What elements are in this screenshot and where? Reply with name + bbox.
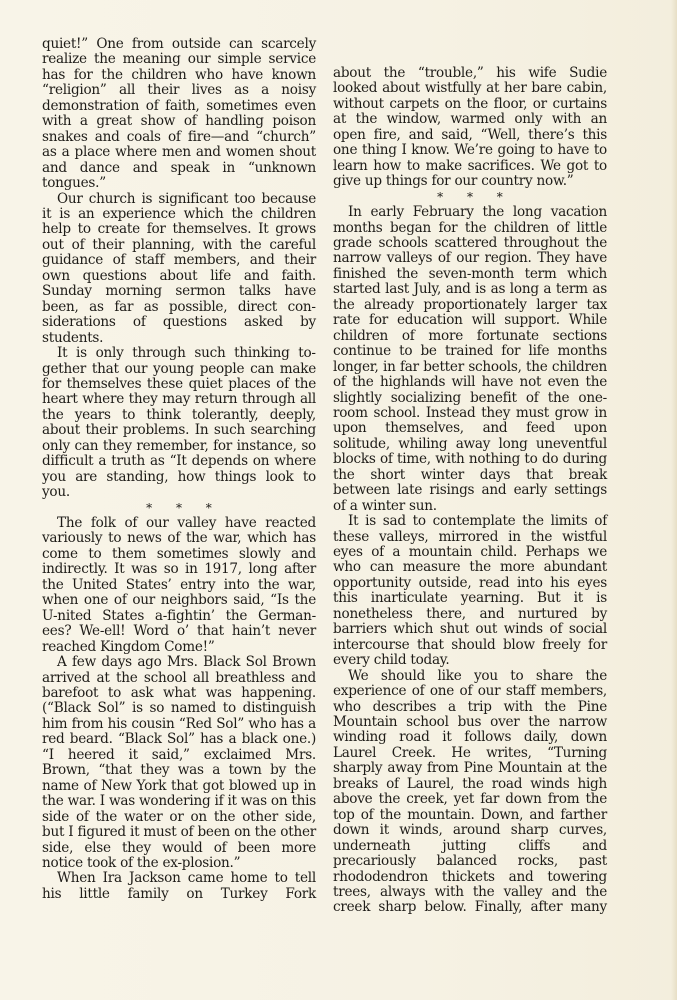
paragraph-quiet-service: quiet!” One from outside can scarcely realize the meaning our simple service has for the children who have known “religion” all their lives as a noisy demonstration of faith, sometimes even with a great show of handling poison snakes and coals of fire—and “church” as a place where men and women shout and dance and speak in “unknown tongues.” [42,36,316,192]
page-edge-shadow [671,0,677,1000]
paragraph-mrs-black-sol-brown: A few days ago Mrs. Black Sol Brown arrived at the school all breathless and barefoot to ask what was happening. (“Black Sol” is so named to distinguish him from his cousin “Red Sol” who has a red beard. “Black Sol” has a black one.) “I heered it said,” exclaimed Mrs. Brown, “that they was a town by the name of New York that got blowed up in the war. I was wondering if it was on this side of the water or on the other side, but I figured it must of been on the other side, else they would of been more notice took of the ex-plosion.” [42,654,316,871]
paragraph-thinking-together: It is only through such thinking together that our young people can make for themselves these quiet places of the heart where they may return through all the years to think tolerantly, deeply, about their problems. In such searching only can they remember, for instance, so difficult a truth as “It depends on where you are standing, how things look to you. [42,345,316,501]
paragraph-early-february: In early February the long vacation months began for the children of little grade schools scattered throughout the narrow valleys of our region. They have finished the seven-month term which started last July, and is as long a term as the already proportionately larger tax rate for education will support. While children of more fortunate sections continue to be trained for life months longer, in far better schools, the children of the highlands will have not even the slightly socializing benefit of the one-room school. Instead they must grow in upon themselves, and feed upon solitude, whiling away long uneventful blocks of time, with nothing to do during the short winter days that break between late risings and early settings of a winter sun. [333,204,607,514]
paragraph-church-significant: Our church is significant too because it is an experience which the children help to create for themselves. It grows out of their planning, with the careful guidance of staff members, and their own questions about life and faith. Sunday morning sermon talks have been, as far as possible, direct considerations of questions asked by students. [42,190,316,346]
paragraph-folk-of-valley: The folk of our valley have reacted variously to news of the war, which has come to them sometimes slowly and indirectly. It was so in 1917, long after the United States’ entry into the war, when one of our neighbors said, “Is the U-nited States a-fightin’ the German-ees? We-ell! Word o’ that hain’t never reached Kingdom Come!” [42,515,316,655]
left-column [42,37,316,902]
section-separator: * * * [437,189,513,204]
paragraph-ira-jackson: When Ira Jackson came home to tell his little family on Turkey Fork [42,870,316,902]
right-column [333,66,607,916]
paragraph-sad-to-contemplate: It is sad to contemplate the limits of these valleys, mirrored in the wistful eyes of a mountain child. Perhaps we who can measure the more abundant opportunity outside, read into his eyes this inarticulate yearning. But it is nonetheless there, and nurtured by barriers which shut out winds of social intercourse that should blow freely for every child today. [333,513,607,669]
paragraph-wife-sudie: about the “trouble,” his wife Sudie looked about wistfully at her bare cabin, without carpets on the floor, or curtains at the window, warmed only with an open fire, and said, “Well, there’s this one thing I know. We’re going to have to learn how to make sacrifices. We got to give up things for our country now.” [333,65,607,190]
section-separator: * * * [146,500,222,515]
paragraph-staff-member-trip: We should like you to share the experience of one of our staff members, who describes a trip with the Pine Mountain school bus over the narrow winding road it follows daily, down Laurel Creek. He writes, “Turning sharply away from Pine Mountain at the breaks of Laurel, the road winds high above the creek, yet far down from the top of the mountain. Down, and farther down it winds, around sharp curves, underneath jutting cliffs and precariously balanced rocks, past rhododendron thickets and towering trees, always with the valley and the creek sharp below. Finally, after many [333,667,607,916]
